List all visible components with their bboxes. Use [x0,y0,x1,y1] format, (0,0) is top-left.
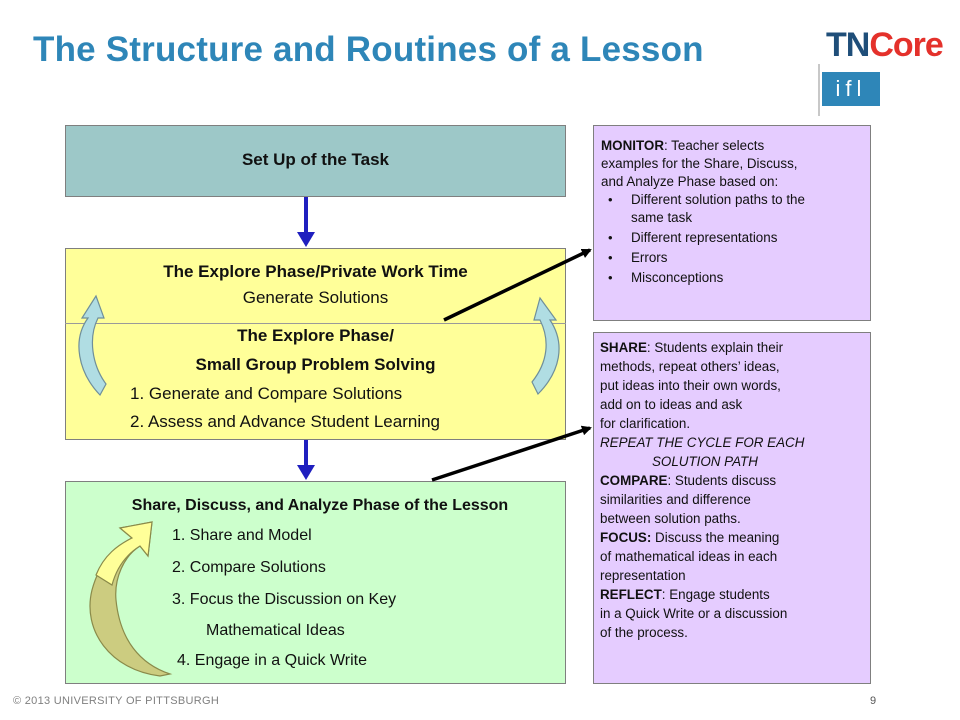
monitor-bullet: same task [631,210,693,225]
share-note-line: SHARE: Students explain their [600,340,784,355]
explore-group-title-line1: The Explore Phase/ [237,326,394,345]
setup-title: Set Up of the Task [241,150,390,169]
down-arrow-1 [297,197,315,247]
share-lead: SHARE [600,340,647,355]
monitor-note-line: and Analyze Phase based on: [601,174,779,189]
explore-group-title-line2: Small Group Problem Solving [195,355,436,374]
logo-core-text: Core [869,26,943,64]
repeat-cycle-note: SOLUTION PATH [652,454,758,469]
monitor-bullet: Errors [631,250,668,265]
share-note-line: add on to ideas and ask [600,397,743,412]
bullet-dot: • [608,270,613,285]
share-note-line: of the process. [600,625,688,640]
bullet-dot: • [608,230,613,245]
page-number: 9 [870,695,877,707]
ifl-logo: ifl [822,72,880,106]
bullet-dot: • [608,192,613,207]
monitor-bullet: Different solution paths to the [631,192,805,207]
pointer-to-share [432,428,590,480]
share-phase-item: 4. Engage in a Quick Write [177,652,368,669]
cycle-arrow-right [532,298,559,394]
reflect-lead: REFLECT [600,587,662,602]
pointer-to-monitor [444,250,590,320]
page-title: The Structure and Routines of a Lesson [33,30,704,69]
compare-lead: COMPARE [600,473,668,488]
share-note-line: FOCUS: Discuss the meaning [600,530,780,545]
share-note-line: REFLECT: Engage students [600,587,770,602]
footer-copyright: © 2013 UNIVERSITY OF PITTSBURGH [13,695,220,707]
monitor-note-line: MONITOR: Teacher selects [601,138,765,153]
share-phase-item: 3. Focus the Discussion on Key [172,591,397,608]
logo-tn-text: TN [826,26,870,64]
share-note-line: methods, repeat others’ ideas, [600,359,780,374]
explore-group-item: 1. Generate and Compare Solutions [130,384,403,403]
monitor-bullet: Misconceptions [631,270,724,285]
share-note-line: in a Quick Write or a discussion [600,606,788,621]
monitor-note-line: examples for the Share, Discuss, [601,156,798,171]
share-note-line: for clarification. [600,416,691,431]
monitor-lead: MONITOR [601,138,664,153]
explore-group-item: 2. Assess and Advance Student Learning [130,412,441,431]
explore-private-subtitle: Generate Solutions [242,288,389,307]
share-note-line: COMPARE: Students discuss [600,473,777,488]
share-phase-item: 1. Share and Model [172,527,312,544]
bullet-dot: • [608,250,613,265]
repeat-cycle-note: REPEAT THE CYCLE FOR EACH [600,435,805,450]
monitor-bullet: Different representations [631,230,778,245]
share-note-line: representation [600,568,686,583]
share-note-line: put ideas into their own words, [600,378,781,393]
share-note-line: between solution paths. [600,511,741,526]
share-phase-item: 2. Compare Solutions [172,559,326,576]
down-arrow-2 [297,440,315,480]
focus-lead: FOCUS: [600,530,652,545]
explore-private-title: The Explore Phase/Private Work Time [163,262,468,281]
share-note-line: similarities and difference [600,492,751,507]
cycle-arrow-share [90,522,170,676]
share-phase-item: Mathematical Ideas [206,622,345,639]
share-phase-title: Share, Discuss, and Analyze Phase of the Lesson [131,497,509,514]
share-note-line: of mathematical ideas in each [600,549,778,564]
